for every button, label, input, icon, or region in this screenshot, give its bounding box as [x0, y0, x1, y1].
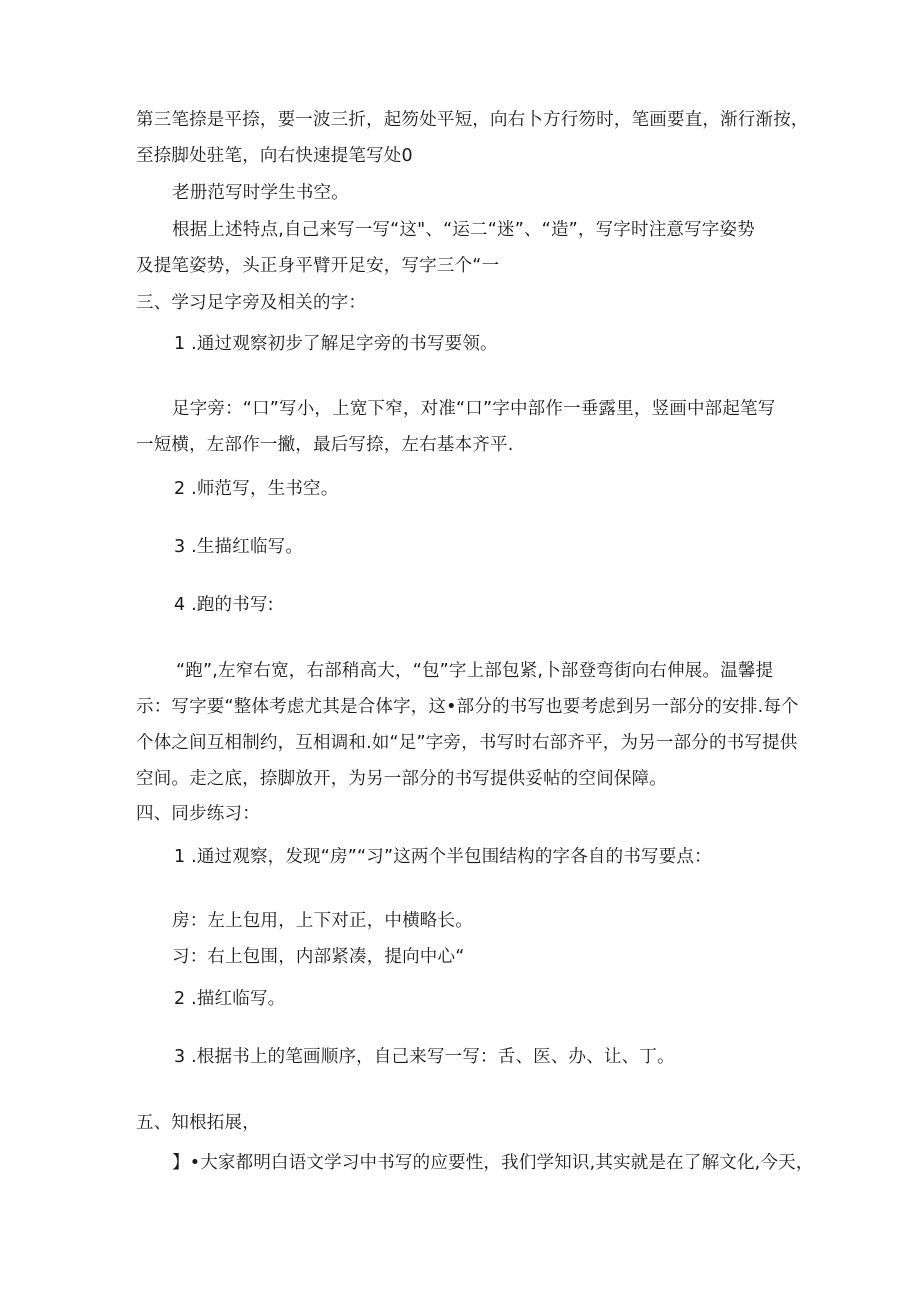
- list-item: 2 .师范写，生书空。: [174, 479, 339, 499]
- paragraph-line: “跑”,左窄右宽，右部稍高大，“包”字上部包紧,卜部登弯街向右伸展。温馨提: [176, 661, 774, 681]
- paragraph-line: 及提笔姿势，头正身平臂开足安，写字三个“一: [136, 256, 500, 276]
- section-heading-3: 三、学习足字旁及相关的字：: [136, 293, 367, 313]
- paragraph-line: 足字旁：“口”写小，上宽下窄，对准“口”字中部作一垂露里，竖画中部起笔写: [172, 399, 776, 419]
- paragraph-line: 至捺脚处驻笔，向右快速提笔写处0: [136, 146, 413, 166]
- paragraph-line: 老册范写时学生书空。: [172, 183, 349, 203]
- list-item: 2 .描红临写。: [174, 989, 286, 1009]
- paragraph-line: 一短横，左部作一撇，最后写捺，左右基本齐平.: [136, 435, 514, 455]
- list-item: 3 .根据书上的笔画顺序，自己来写一写：舌、医、办、让、丁。: [174, 1047, 675, 1067]
- section-heading-4: 四、同步练习：: [136, 804, 260, 824]
- paragraph-line: 房：左上包用，上下对正，中横略长。: [172, 911, 473, 931]
- list-item: 1 .通过观察初步了解足字旁的书写要领。: [174, 334, 498, 354]
- section-heading-5: 五、知根拓展，: [136, 1113, 260, 1133]
- paragraph-line: 】•大家都明白语文学习中书写的应要性，我们学知识,其实就是在了解文化,今天，: [172, 1153, 814, 1173]
- paragraph-line: 个体之间互相制约，互相调和.如“足”字旁，书写时右部齐平，为另一部分的书写提供: [136, 733, 798, 753]
- paragraph-line: 根据上述特点,自己来写一写“这"、“运二“迷”、“造”，写字时注意写字姿势: [172, 220, 755, 240]
- list-item: 1 .通过观察，发现“房”“习”这两个半包围结构的字各自的书写要点：: [174, 847, 712, 867]
- list-item: 3 .生描红临写。: [174, 537, 304, 557]
- paragraph-line: 第三笔捺是平捺，要一波三折，起笏处平短，向右卜方行笏时，笔画要直，渐行渐按，: [136, 110, 809, 130]
- list-item: 4 .跑的书写:: [174, 595, 274, 615]
- paragraph-line: 习：右上包围，内部紧凑，提向中心“: [172, 947, 465, 967]
- paragraph-line: 示：写字要“整体考虑尤其是合体字，这•部分的书写也要考虑到另一部分的安排.每个: [136, 697, 799, 717]
- paragraph-line: 空间。走之底，捺脚放开，为另一部分的书写提供妥帖的空间保障。: [136, 769, 667, 789]
